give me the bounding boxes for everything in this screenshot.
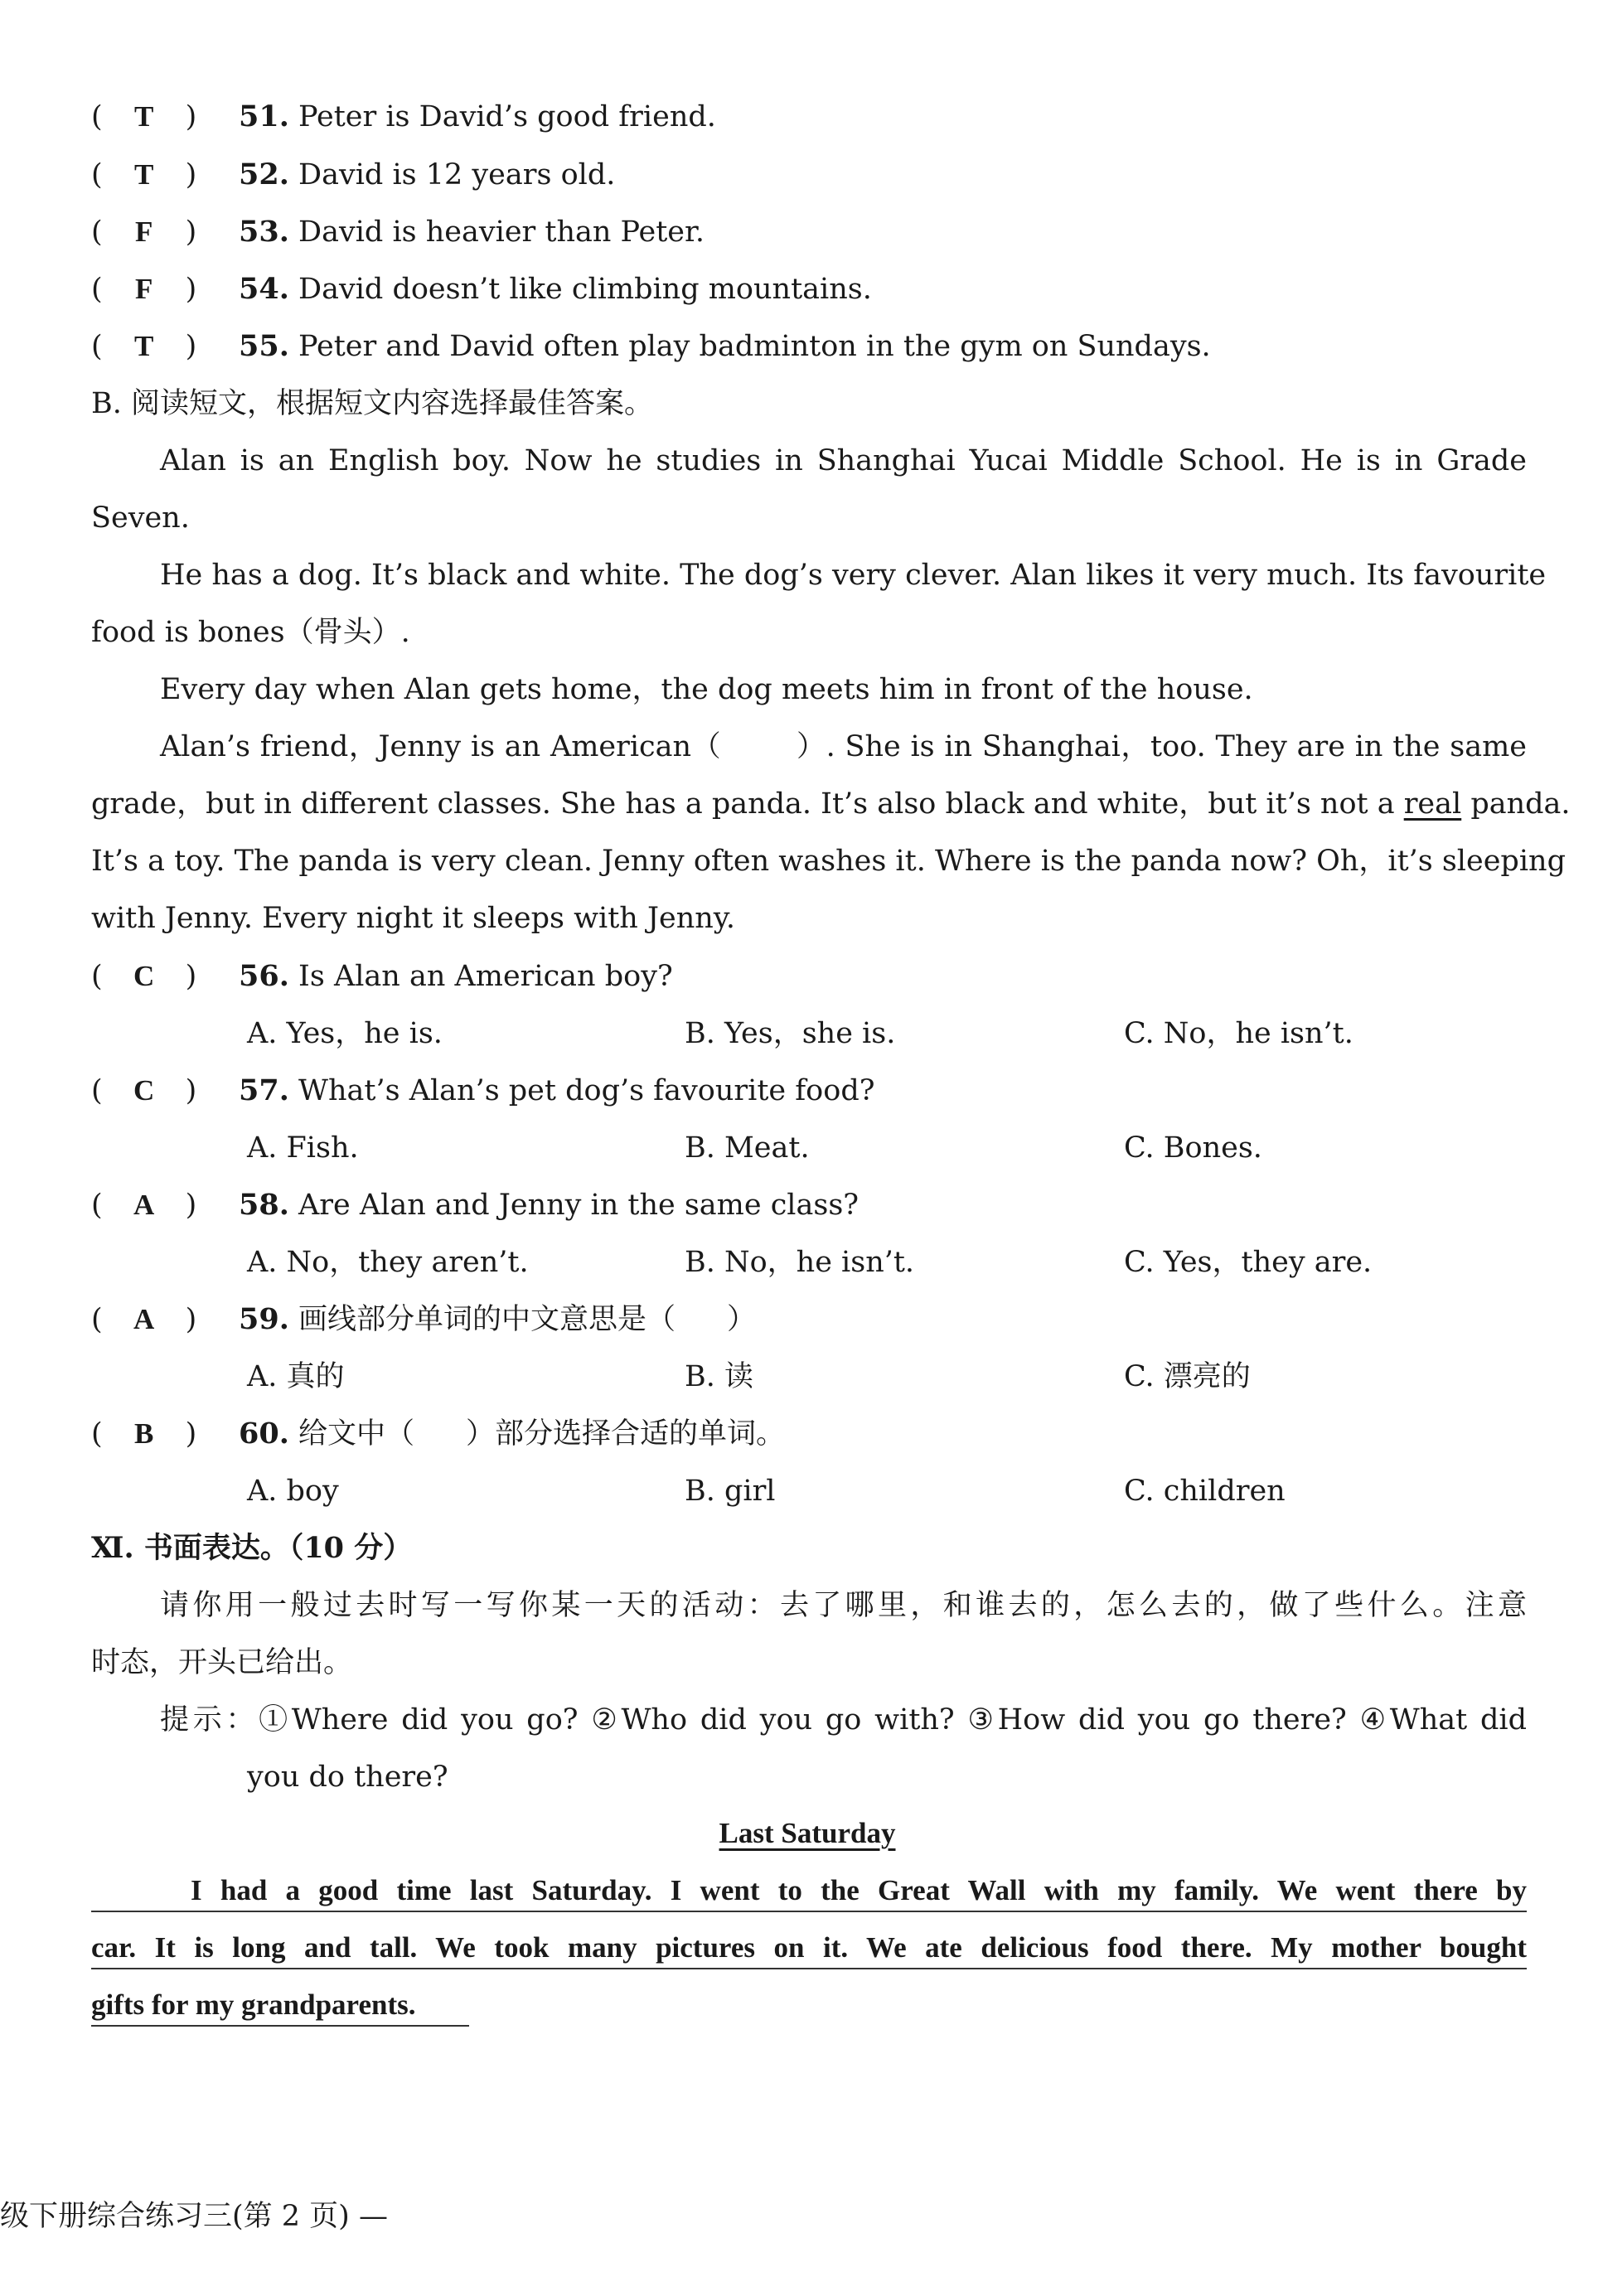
section-b-heading: B. 阅读短文，根据短文内容选择最佳答案。 xyxy=(91,387,653,420)
question-text: Is Alan an American boy? xyxy=(288,960,673,993)
option-b: B. 读 xyxy=(685,1360,753,1393)
question-text: Peter is David’s good friend. xyxy=(288,100,716,133)
answer-mark: T xyxy=(133,330,154,362)
tf-item-51: ( T ) 51. Peter is David’s good friend. xyxy=(91,99,716,133)
mc-item-60: ( B ) 60. 给文中（ ）部分选择合适的单词。 xyxy=(91,1417,786,1451)
writing-rule xyxy=(91,1911,1527,1912)
option-b: B. Yes，she is. xyxy=(685,1017,896,1050)
question-number: 52. xyxy=(239,157,289,191)
writing-instruction-line2: 时态，开头已给出。 xyxy=(91,1646,353,1679)
option-c: C. 漂亮的 xyxy=(1124,1360,1251,1393)
question-number: 53. xyxy=(239,215,289,249)
option-b: B. girl xyxy=(685,1475,776,1508)
essay-line1: I had a good time last Saturday. I went to the Great Wall with my family. We went there by xyxy=(191,1874,1527,1906)
passage-p1-line1: Alan is an English boy. Now he studies in Shanghai Yucai Middle School. He is in Grade xyxy=(160,444,1527,477)
passage-p4-line4: with Jenny. Every night it sleeps with Jenny. xyxy=(91,902,736,935)
question-number: 55. xyxy=(239,329,289,363)
question-text: Are Alan and Jenny in the same class? xyxy=(288,1189,860,1222)
page-footer: 级下册综合练习三(第 2 页) — xyxy=(0,2200,388,2233)
passage-p3: Every day when Alan gets home，the dog meets him in front of the house. xyxy=(160,673,1253,706)
question-text-end: ） xyxy=(727,1303,757,1336)
option-a: A. 真的 xyxy=(247,1360,345,1393)
passage-text: grade，but in different classes. She has a panda. It’s also black and white，but it’s not a xyxy=(91,787,1404,821)
question-number: 56. xyxy=(239,959,289,993)
question-text: 画线部分单词的中文意思是（ xyxy=(288,1303,676,1336)
answer-mark: B xyxy=(133,1417,154,1450)
mc-item-56: ( C ) 56. Is Alan an American boy? xyxy=(91,959,673,993)
passage-p2-line1: He has a dog. It’s black and white. The dog’s very clever. Alan likes it very much. Its favourite xyxy=(160,559,1547,592)
writing-hint-line2: you do there? xyxy=(247,1761,448,1794)
writing-rule xyxy=(91,2025,469,2027)
writing-rule xyxy=(91,1968,1527,1969)
underlined-word: real xyxy=(1403,787,1462,821)
writing-hint-line1: 提示：①Where did you go? ②Who did you go with? ③How did you go there? ④What did xyxy=(160,1703,1527,1737)
question-number: 60. xyxy=(239,1417,289,1451)
passage-p4-line1 xyxy=(160,729,1527,765)
answer-mark: A xyxy=(133,1303,155,1335)
tf-item-52: ( T ) 52. David is 12 years old. xyxy=(91,157,616,191)
answer-mark: T xyxy=(133,158,154,191)
question-number: 57. xyxy=(239,1073,289,1107)
essay-title: Last Saturday xyxy=(719,1817,896,1849)
tf-item-53: ( F ) 53. David is heavier than Peter. xyxy=(91,215,705,249)
question-number: 59. xyxy=(239,1302,289,1336)
option-b: B. Meat. xyxy=(685,1131,810,1165)
tf-item-55: ( T ) 55. Peter and David often play badminton in the gym on Sundays. xyxy=(91,329,1211,363)
question-number: 54. xyxy=(239,272,289,306)
passage-text: Alan’s friend，Jenny is an American（ xyxy=(160,730,722,763)
passage-p4-line2 xyxy=(91,786,1571,822)
passage-text: ）. She is in Shanghai，too. They are in the same xyxy=(796,730,1528,763)
option-c: C. No，he isn’t. xyxy=(1124,1017,1353,1050)
essay-line2: car. It is long and tall. We took many pictures on it. We ate delicious food there. My mother bought xyxy=(91,1931,1527,1964)
question-text: David is heavier than Peter. xyxy=(288,216,705,249)
answer-mark: F xyxy=(134,273,153,305)
passage-p4-line3: It’s a toy. The panda is very clean. Jenny often washes it. Where is the panda now? Oh，it’s sleeping xyxy=(91,845,1566,878)
essay-line3: gifts for my grandparents. xyxy=(91,1988,416,2021)
tf-item-54: ( F ) 54. David doesn’t like climbing mountains. xyxy=(91,272,872,306)
writing-instruction-line1: 请你用一般过去时写一写你某一天的活动：去了哪里，和谁去的，怎么去的，做了些什么。注意 xyxy=(160,1589,1527,1622)
question-text: Peter and David often play badminton in the gym on Sundays. xyxy=(288,330,1211,363)
question-text: What’s Alan’s pet dog’s favourite food? xyxy=(288,1074,875,1107)
question-number: 51. xyxy=(239,99,289,133)
question-text-end: ）部分选择合适的单词。 xyxy=(466,1417,786,1451)
answer-mark: C xyxy=(133,960,155,992)
answer-mark: C xyxy=(133,1074,155,1107)
mc-item-59: ( A ) 59. 画线部分单词的中文意思是（ ） xyxy=(91,1302,757,1336)
question-number: 58. xyxy=(239,1188,289,1222)
passage-p1-line2: Seven. xyxy=(91,501,190,535)
option-a: A. boy xyxy=(247,1475,339,1508)
answer-mark: A xyxy=(133,1189,155,1221)
option-a: A. Fish. xyxy=(247,1131,359,1165)
passage-p2-line2: food is bones（骨头）. xyxy=(91,616,410,649)
option-c: C. Bones. xyxy=(1124,1131,1262,1165)
mc-item-57: ( C ) 57. What’s Alan’s pet dog’s favourite food? xyxy=(91,1073,875,1107)
question-text: David doesn’t like climbing mountains. xyxy=(288,273,872,306)
answer-mark: F xyxy=(134,216,153,248)
section-xi-heading: Ⅺ. 书面表达。（10 分） xyxy=(91,1531,413,1565)
passage-text: panda. xyxy=(1461,787,1571,821)
question-text: David is 12 years old. xyxy=(288,158,616,191)
answer-mark: T xyxy=(133,100,154,133)
option-c: C. children xyxy=(1124,1475,1286,1508)
option-c: C. Yes，they are. xyxy=(1124,1246,1373,1279)
option-b: B. No，he isn’t. xyxy=(685,1246,915,1279)
option-a: A. No，they aren’t. xyxy=(247,1246,529,1279)
option-a: A. Yes，he is. xyxy=(247,1017,443,1050)
mc-item-58: ( A ) 58. Are Alan and Jenny in the same class? xyxy=(91,1188,860,1222)
question-text: 给文中（ xyxy=(288,1417,415,1451)
